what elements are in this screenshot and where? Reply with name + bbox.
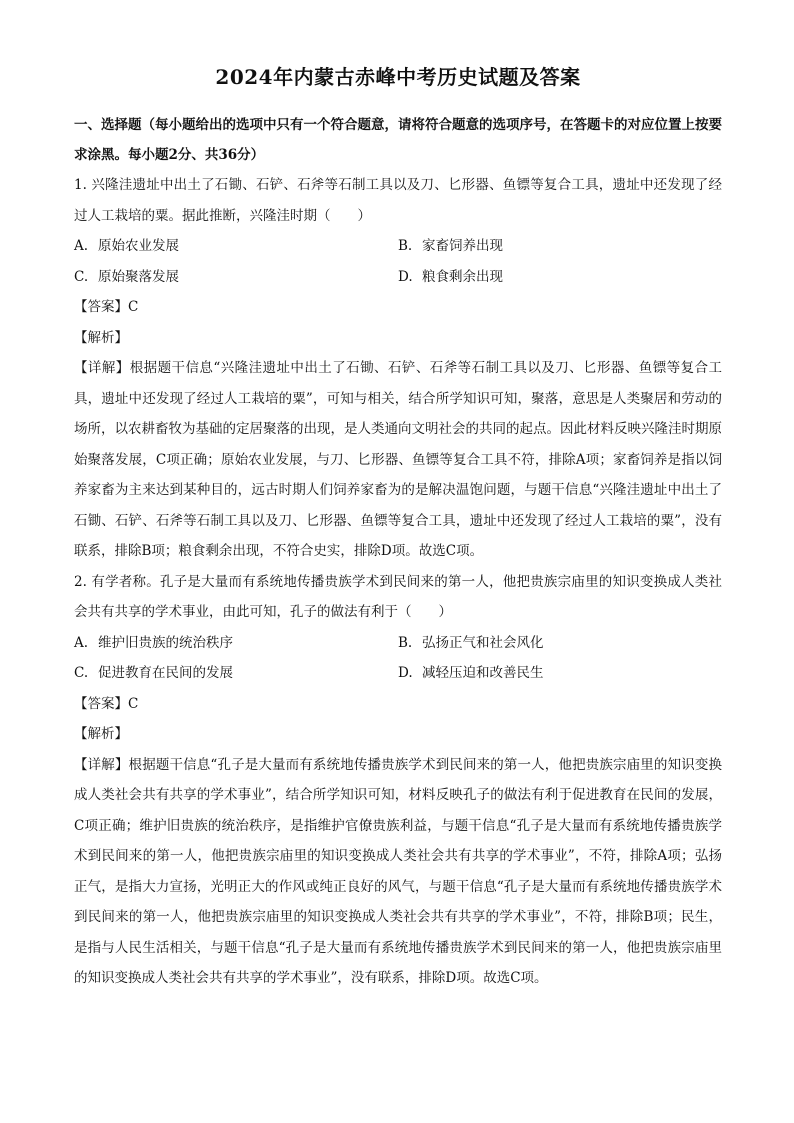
- answer-label: 【答案】C: [74, 299, 139, 315]
- detail-explanation: 【详解】根据题干信息“兴隆洼遗址中出土了石锄、石铲、石斧等石制工具以及刀、匕形器、鱼镖等复合工具，遗址中还发现了经过人工栽培的粟”，可知与相关，结合所学知识可知，聚落，意思是人类聚居和劳动的场所，以农耕畜牧为基础的定居聚落的出现，是人类通向文明社会的共同的起点。因此材料反映兴隆洼时期原始聚落发展，C项正确；原始农业发展，与刀、匕形器、鱼镖等复合工具不符，排除A项；家畜饲养是指以饲养家畜为主来达到某种目的，远古时期人们饲养家畜为的是解决温饱问题，与题干信息“兴隆洼遗址中出土了石锄、石铲、石斧等石制工具以及刀、匕形器、鱼镖等复合工具，遗址中还发现了经过人工栽培的粟”，没有联系，排除B项；粮食剩余出现，不符合史实，排除D项。故选C项。: [74, 360, 722, 559]
- option-letter: B.: [398, 634, 413, 651]
- option-letter: C.: [74, 268, 89, 285]
- question-stem: 1. 兴隆洼遗址中出土了石锄、石铲、石斧等石制工具以及刀、匕形器、鱼镖等复合工具，遗址中还发现了经过人工栽培的粟。据此推断，兴隆洼时期（ ）: [74, 177, 722, 224]
- analysis-label: 【解析】: [74, 329, 128, 346]
- option-text: 弘扬正气和社会风化: [422, 634, 544, 651]
- option-letter: D.: [398, 268, 413, 285]
- option-letter: C.: [74, 665, 89, 681]
- option-text: 原始聚落发展: [98, 268, 179, 285]
- option-text: 家畜饲养出现: [422, 238, 503, 254]
- document-page: [74, 62, 722, 994]
- document-title: 2024年内蒙古赤峰中考历史试题及答案: [215, 65, 581, 89]
- option-a: [74, 628, 398, 659]
- option-d: [398, 262, 722, 293]
- options-grid: [74, 628, 722, 689]
- question-1: [74, 170, 722, 567]
- option-text: 维护旧贵族的统治秩序: [98, 634, 233, 651]
- option-text: 减轻压迫和改善民生: [422, 665, 544, 681]
- detail-explanation: 【详解】根据题干信息“孔子是大量而有系统地传播贵族学术到民间来的第一人，他把贵族宗庙里的知识变换成人类社会共有共享的学术事业”，结合所学知识可知，材料反映孔子的做法有利于促进教育在民间的发展，C项正确；维护旧贵族的统治秩序，是指维护官僚贵族利益，与题干信息“孔子是大量而有系统地传播贵族学术到民间来的第一人，他把贵族宗庙里的知识变换成人类社会共有共享的学术事业”，不符，排除A项；弘扬正气，是指大力宣扬，光明正大的作风或纯正良好的风气，与题干信息“孔子是大量而有系统地传播贵族学术到民间来的第一人，他把贵族宗庙里的知识变换成人类社会共有共享的学术事业”，不符，排除B项；民生，是指与人民生活相关，与题干信息“孔子是大量而有系统地传播贵族学术到民间来的第一人，他把贵族宗庙里的知识变换成人类社会共有共享的学术事业”，没有联系，排除D项。故选C项。: [74, 756, 722, 986]
- option-a: [74, 231, 398, 262]
- option-letter: B.: [398, 238, 413, 254]
- question-2: [74, 567, 722, 994]
- option-d: [398, 658, 722, 689]
- section-heading: 一、选择题（每小题给出的选项中只有一个符合题意，请将符合题意的选项序号，在答题卡的对应位置上按要求涂黑。每小题2分、共36分）: [74, 117, 722, 163]
- option-b: [398, 231, 722, 262]
- question-stem: 2. 有学者称。孔子是大量而有系统地传播贵族学术到民间来的第一人，他把贵族宗庙里的知识变换成人类社会共有共享的学术事业，由此可知，孔子的做法有利于（ ）: [74, 573, 722, 620]
- analysis-label: 【解析】: [74, 726, 128, 742]
- option-text: 原始农业发展: [98, 238, 179, 254]
- option-b: [398, 628, 722, 659]
- options-grid: [74, 231, 722, 292]
- option-letter: D.: [398, 665, 413, 681]
- option-c: [74, 658, 398, 689]
- option-text: 促进教育在民间的发展: [98, 665, 233, 681]
- option-c: [74, 262, 398, 293]
- option-text: 粮食剩余出现: [422, 268, 503, 285]
- option-letter: A.: [74, 634, 89, 651]
- option-letter: A.: [74, 238, 89, 254]
- answer-label: 【答案】C: [74, 695, 139, 712]
